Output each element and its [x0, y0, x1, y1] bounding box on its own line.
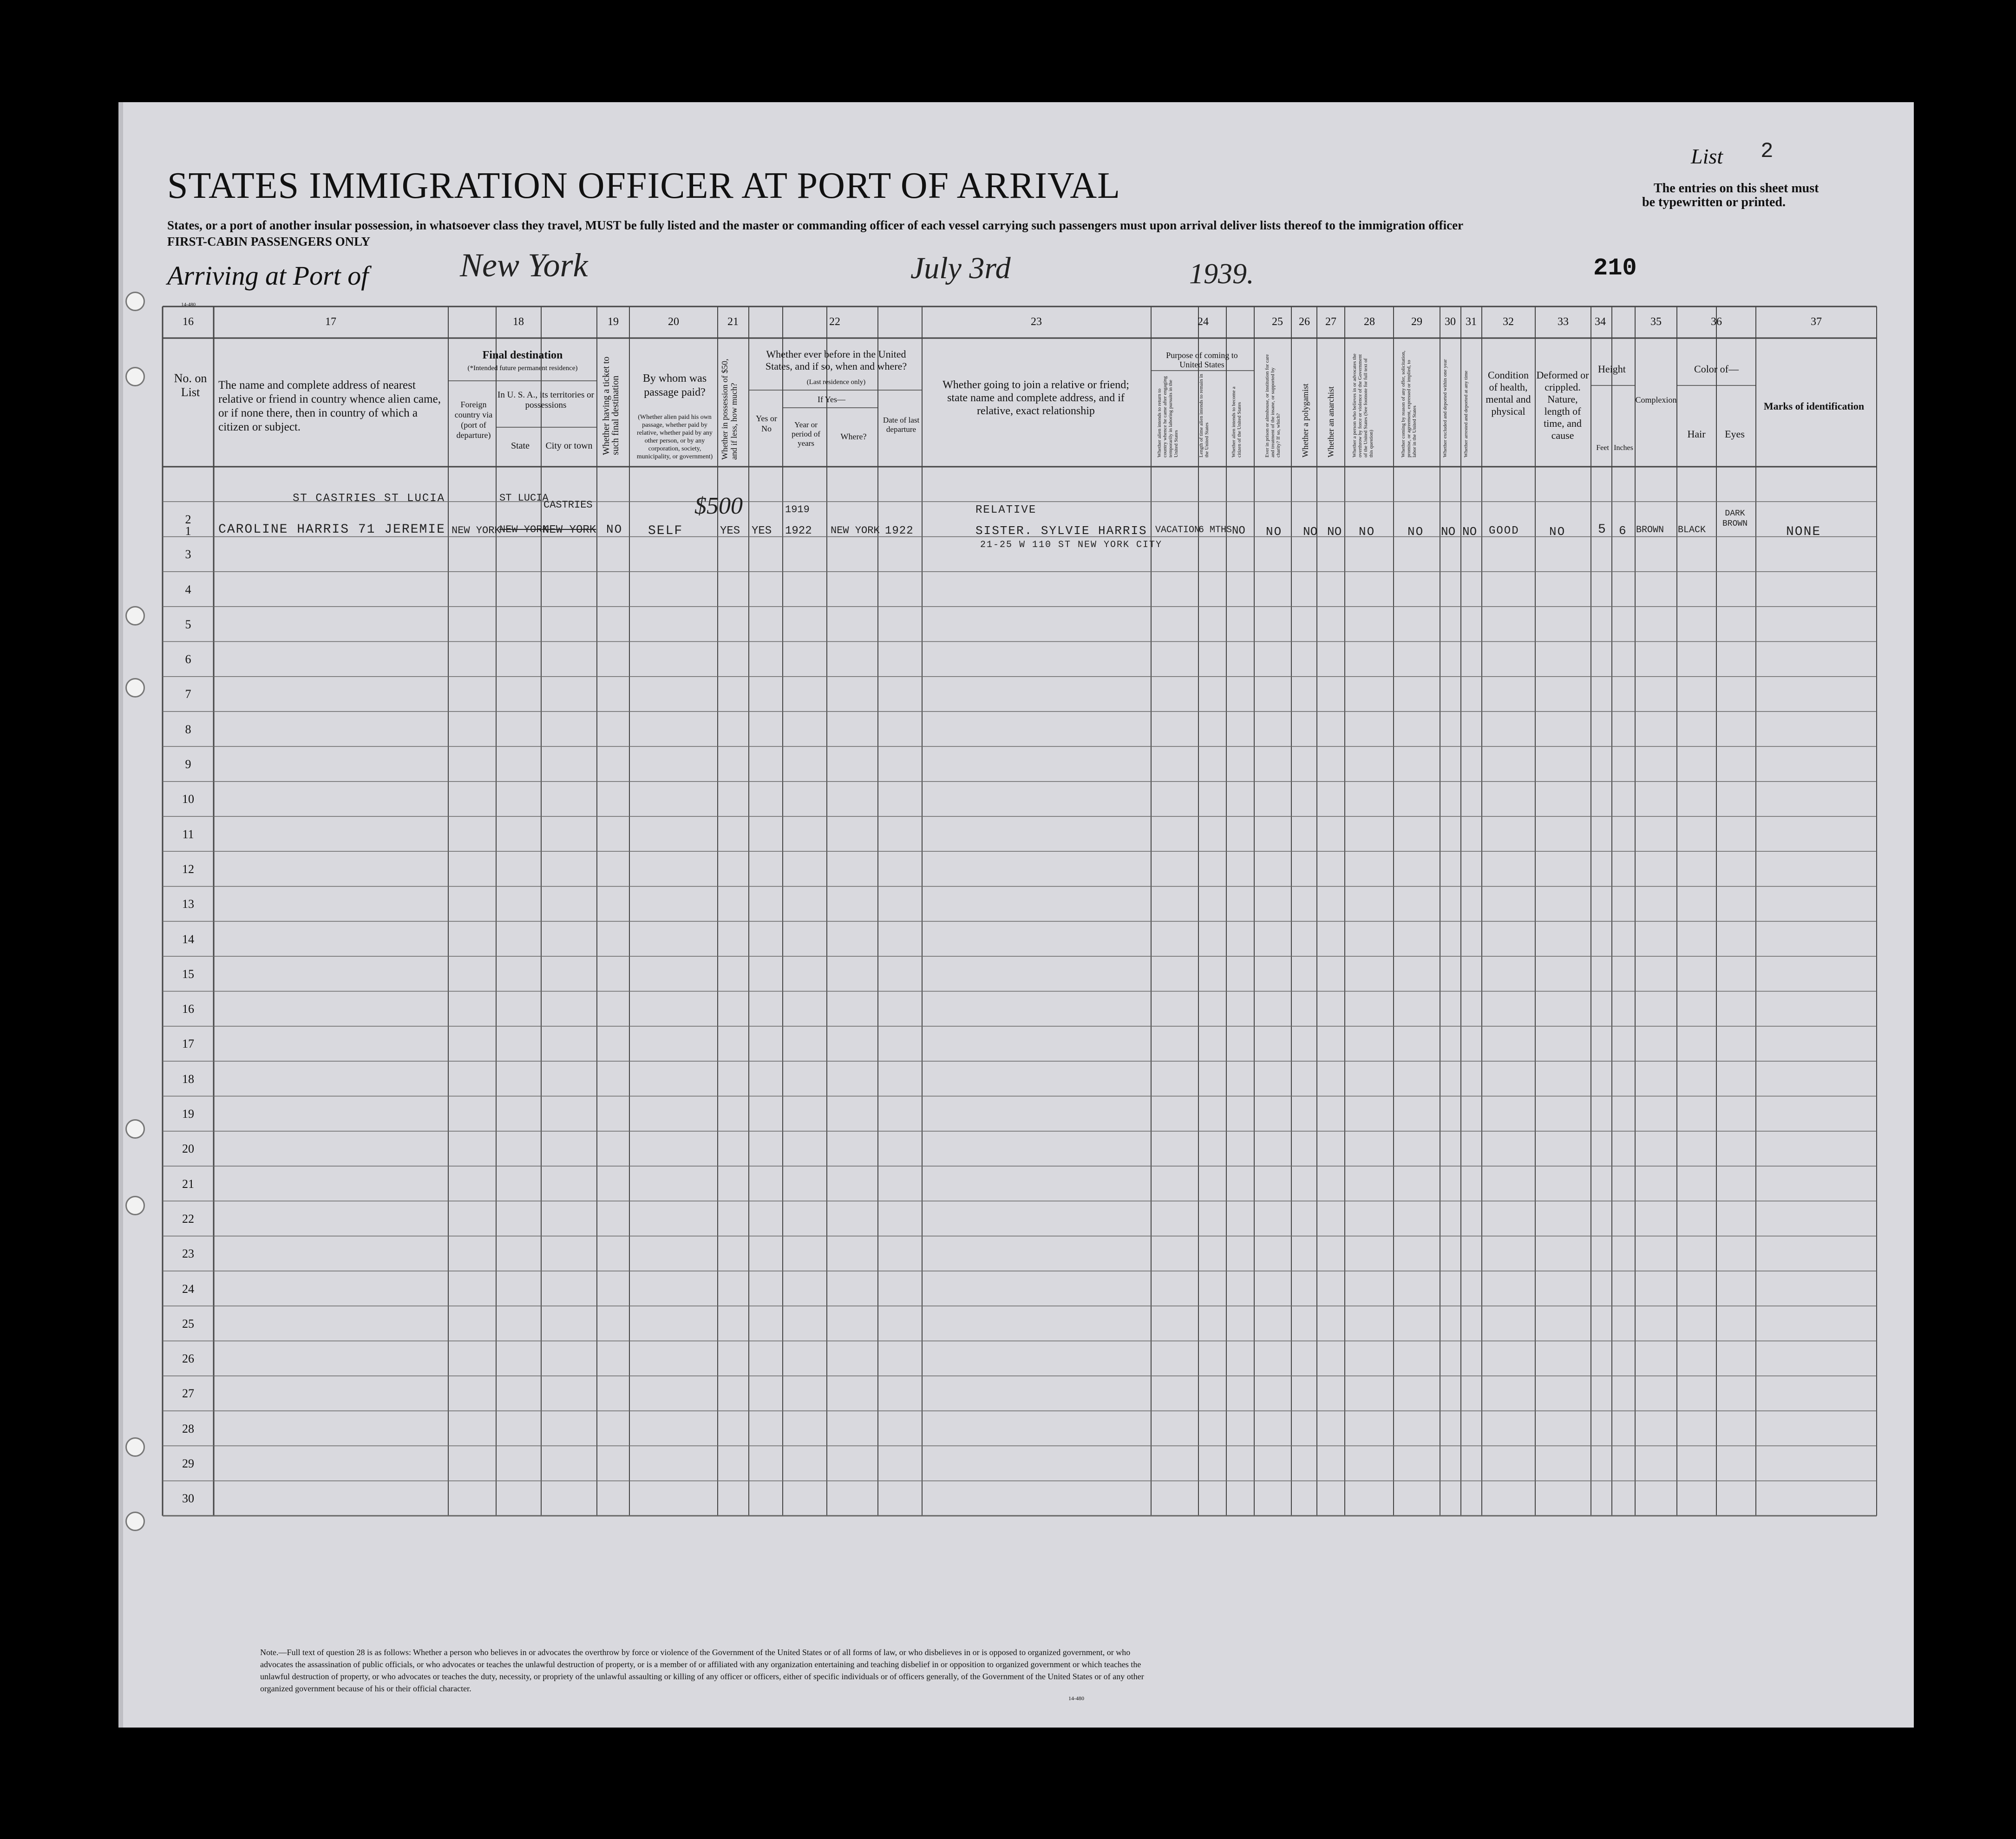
column-number: 25	[1272, 316, 1283, 328]
entry-relative-line1: SISTER. SYLVIE HARRIS	[975, 524, 1147, 538]
header-anarchist: Whether an anarchist	[1326, 386, 1335, 457]
entry-labor-offer: NO	[1407, 525, 1424, 539]
header-polygamist: Whether a polygamist	[1301, 384, 1310, 457]
entry-previous-yes: YES	[752, 525, 772, 537]
column-number: 17	[325, 316, 336, 328]
header-excluded: Whether excluded and deported within one year	[1442, 359, 1448, 457]
page-title: STATES IMMIGRATION OFFICER AT PORT OF ARRIVAL	[167, 165, 1120, 206]
entry-hair: BLACK	[1678, 525, 1706, 535]
column-number: 32	[1503, 316, 1514, 328]
header-feet: Feet	[1596, 444, 1609, 452]
row-number: 9	[185, 757, 191, 771]
column-number: 36	[1711, 316, 1722, 328]
row-number: 28	[182, 1422, 194, 1435]
port-value: New York	[460, 247, 588, 284]
column-number: 34	[1595, 316, 1606, 328]
header-deformed: Deformed or crippled. Nature, length of time, and cause	[1536, 369, 1589, 441]
row-number: 25	[182, 1317, 194, 1330]
entry-money: YES	[720, 525, 740, 537]
entry-become-citizen: NO	[1232, 525, 1245, 537]
header-overthrow: Whether a person who believes in or advocates the overthrow by force or violence of the Government of the United States (See footnote for full text of this question)	[1352, 353, 1374, 457]
form-code: 14-480	[181, 302, 196, 307]
entry-years: 1922	[785, 525, 812, 537]
row-number: 21	[182, 1177, 194, 1191]
row-number: 12	[182, 862, 194, 876]
entry-last-departure: 1922	[885, 525, 914, 537]
arriving-label: Arriving at Port of	[167, 261, 369, 291]
entry-polygamist: NO	[1303, 525, 1318, 539]
row-number: 4	[185, 582, 191, 596]
entry-arrested: NO	[1462, 525, 1477, 539]
header-prison: Ever in prison or almshouse, or institution for care and treatment of the insane, or supported by charity? If so, which?	[1264, 354, 1281, 457]
header-inches: Inches	[1614, 444, 1633, 452]
header-city: City or town	[545, 441, 593, 451]
row-number: 3	[185, 548, 191, 561]
row-number: 2	[185, 512, 191, 526]
entry-c17-line1: ST CASTRIES ST LUCIA	[293, 492, 445, 505]
row-number: 19	[182, 1107, 194, 1121]
header-where: Where?	[840, 432, 867, 441]
header-money: Whether in possession of $50, and if less, how much?	[720, 359, 739, 460]
entry-relative-line2: 21-25 W 110 ST NEW YORK CITY	[980, 540, 1163, 550]
list-value: 2	[1761, 139, 1774, 163]
column-number: 23	[1031, 316, 1042, 328]
header-previous-visit-note: (Last residence only)	[806, 378, 866, 386]
row-number: 13	[182, 897, 194, 911]
entry-state: NEW YORK	[499, 524, 549, 535]
column-number: 31	[1466, 316, 1477, 328]
entry-money-amount: $500	[694, 493, 743, 519]
entry-ticket: NO	[606, 522, 623, 536]
header-length-stay: Length of time alien intends to remain in the United States	[1198, 374, 1210, 457]
header-health: Condition of health, mental and physical	[1486, 369, 1531, 417]
class-line: FIRST-CABIN PASSENGERS ONLY	[167, 235, 371, 248]
row-number: 20	[182, 1142, 194, 1156]
date-value: July 3rd	[910, 251, 1011, 285]
header-if-yes: If Yes—	[817, 395, 845, 404]
header-hair: Hair	[1687, 428, 1706, 440]
header-joining-relative: Whether going to join a relative or friend; state name and complete address, and if relative, exact relationship	[943, 379, 1129, 417]
header-ticket: Whether having a ticket to such final destination	[601, 356, 621, 455]
row-number: 17	[182, 1037, 194, 1051]
row-number: 11	[182, 827, 194, 841]
row-number: 1	[185, 524, 191, 538]
header-marks: Marks of identification	[1763, 400, 1865, 412]
header-final-destination-note: (*Intended future permanent residence)	[467, 365, 578, 372]
header-last-departure: Date of last departure	[883, 416, 920, 434]
entry-eyes: DARK BROWN	[1722, 509, 1748, 528]
footnote: Note.—Full text of question 28 is as follows: Whether a person who believes in or advocates the overthrow by force or violence of the Government of the United States or of all forms of law, or who disbelieves in or is opposed to organized government, or who advocates the assassination of public officials, or who advocates or teaches the unlawful destruction of property, or is a member of or affiliated with any organization entertaining and teaching disbelief in or opposition to organized government or which teaches the unlawful destruction of property, or who advocates or teaches the duty, necessity, or propriety of the unlawful assaulting or killing of any officer or officers, either of specific individuals or of officers generally, of the Government of the United States or of any other organized government because of his or their official character.	[260, 1648, 1144, 1693]
entries-note-2: be typewritten or printed.	[1642, 195, 1786, 209]
year-value: 1939.	[1189, 258, 1254, 290]
entry-excluded: NO	[1441, 525, 1456, 539]
entry-deformed: NO	[1549, 525, 1566, 539]
row-number: 29	[182, 1457, 194, 1471]
row-number: 23	[182, 1247, 194, 1261]
row-number: 24	[182, 1282, 194, 1296]
header-foreign-country: Foreign country via (port of departure)	[454, 400, 493, 440]
row-number: 18	[182, 1072, 194, 1086]
column-number: 27	[1325, 316, 1336, 328]
row-number: 10	[182, 792, 194, 806]
entry-length-stay: 6 MTHS	[1198, 525, 1232, 535]
column-number: 20	[668, 316, 679, 328]
row-number: 5	[185, 617, 191, 631]
header-nearest-relative: The name and complete address of nearest relative or friend in country whence alien came, or if none there, then in country of which a citizen or subject.	[218, 379, 441, 433]
entry-state-top: ST LUCIA	[499, 492, 549, 504]
column-number: 24	[1198, 316, 1209, 328]
entry-c17-line2: CAROLINE HARRIS 71 JEREMIE	[218, 522, 445, 537]
column-number: 28	[1364, 316, 1375, 328]
column-number: 22	[829, 316, 840, 328]
column-number: 29	[1411, 316, 1422, 328]
row-number: 15	[182, 967, 194, 981]
entry-prison: NO	[1266, 525, 1283, 539]
header-eyes: Eyes	[1725, 428, 1745, 440]
row-number: 22	[182, 1212, 194, 1226]
column-number: 21	[727, 316, 739, 328]
row-number: 30	[182, 1492, 194, 1506]
column-number: 30	[1445, 316, 1456, 328]
column-number: 26	[1299, 316, 1310, 328]
entry-city: NEW YORK	[543, 524, 596, 536]
header-passage-paid: By whom was passage paid?	[642, 372, 707, 398]
header-state: State	[511, 441, 530, 451]
page-subtitle: States, or a port of another insular possession, in whatsoever class they travel, MUST be fully listed and the master or commanding officer of each vessel carrying such passengers must upon arrival deliver lists thereof to the immigration officer	[167, 218, 1464, 232]
row-number: 8	[185, 722, 191, 736]
row-number: 7	[185, 687, 191, 701]
header-height: Height	[1598, 363, 1626, 375]
header-years: Year or period of years	[792, 420, 820, 448]
entry-passage-paid: SELF	[648, 524, 683, 538]
list-label: List	[1691, 144, 1723, 168]
column-number: 33	[1558, 316, 1569, 328]
header-yes-no: Yes or No	[756, 414, 777, 433]
entry-anarchist: NO	[1327, 525, 1342, 539]
entries-note-1: The entries on this sheet must	[1654, 181, 1819, 196]
column-number: 35	[1650, 316, 1662, 328]
entry-relative-label: RELATIVE	[975, 504, 1037, 516]
page-number: 210	[1593, 254, 1637, 282]
row-number: 27	[182, 1387, 194, 1401]
row-number: 16	[182, 1002, 194, 1016]
column-number: 37	[1811, 316, 1822, 328]
header-purpose: Purpose of coming to United States	[1166, 351, 1238, 369]
entry-purpose: VACATION	[1155, 525, 1200, 535]
header-arrested: Whether arrested and deported at any time	[1463, 371, 1469, 457]
column-number: 16	[183, 316, 194, 328]
entry-marks: NONE	[1786, 525, 1821, 539]
entry-years-top: 1919	[785, 504, 810, 515]
header-in-usa: In U. S. A., its territories or possessions	[497, 390, 594, 410]
entry-complexion: BROWN	[1636, 525, 1664, 535]
row-number: 14	[182, 932, 194, 946]
header-color-of: Color of—	[1694, 363, 1739, 375]
entry-inches: 6	[1619, 524, 1627, 538]
entry-health: GOOD	[1489, 525, 1519, 537]
entry-where: NEW YORK	[831, 525, 880, 536]
row-number: 26	[182, 1352, 194, 1366]
header-no-on-list: No. on List	[174, 372, 207, 399]
header-passage-paid-note: (Whether alien paid his own passage, whether paid by relative, whether paid by any other person, or by any corporation, society, municipality, or government)	[636, 414, 713, 460]
entry-feet: 5	[1598, 522, 1607, 537]
header-intends-return: Whether alien intends to return to country whence he came after engaging temporarily in laboring pursuits in the United States	[1157, 376, 1179, 457]
entry-city-top: CASTRIES	[543, 499, 593, 511]
header-complexion: Complexion	[1635, 395, 1677, 404]
header-labor-offer: Whether coming by reason of any offer, solicitation, promise, or agreement, expressed or implied, to labor in the United States	[1401, 351, 1417, 457]
footer-code: 14-480	[1068, 1695, 1084, 1702]
header-become-citizen: Whether alien intends to become a citizen of the United States	[1231, 386, 1242, 457]
entry-overthrow: NO	[1359, 525, 1375, 539]
header-final-destination: Final destination	[482, 349, 563, 361]
column-number: 18	[513, 316, 524, 328]
row-number: 6	[185, 652, 191, 666]
entry-foreign-country: NEW YORK	[452, 525, 501, 536]
header-previous-visit: Whether ever before in the United States, and if so, when and where?	[765, 348, 907, 372]
column-number: 19	[608, 316, 619, 328]
